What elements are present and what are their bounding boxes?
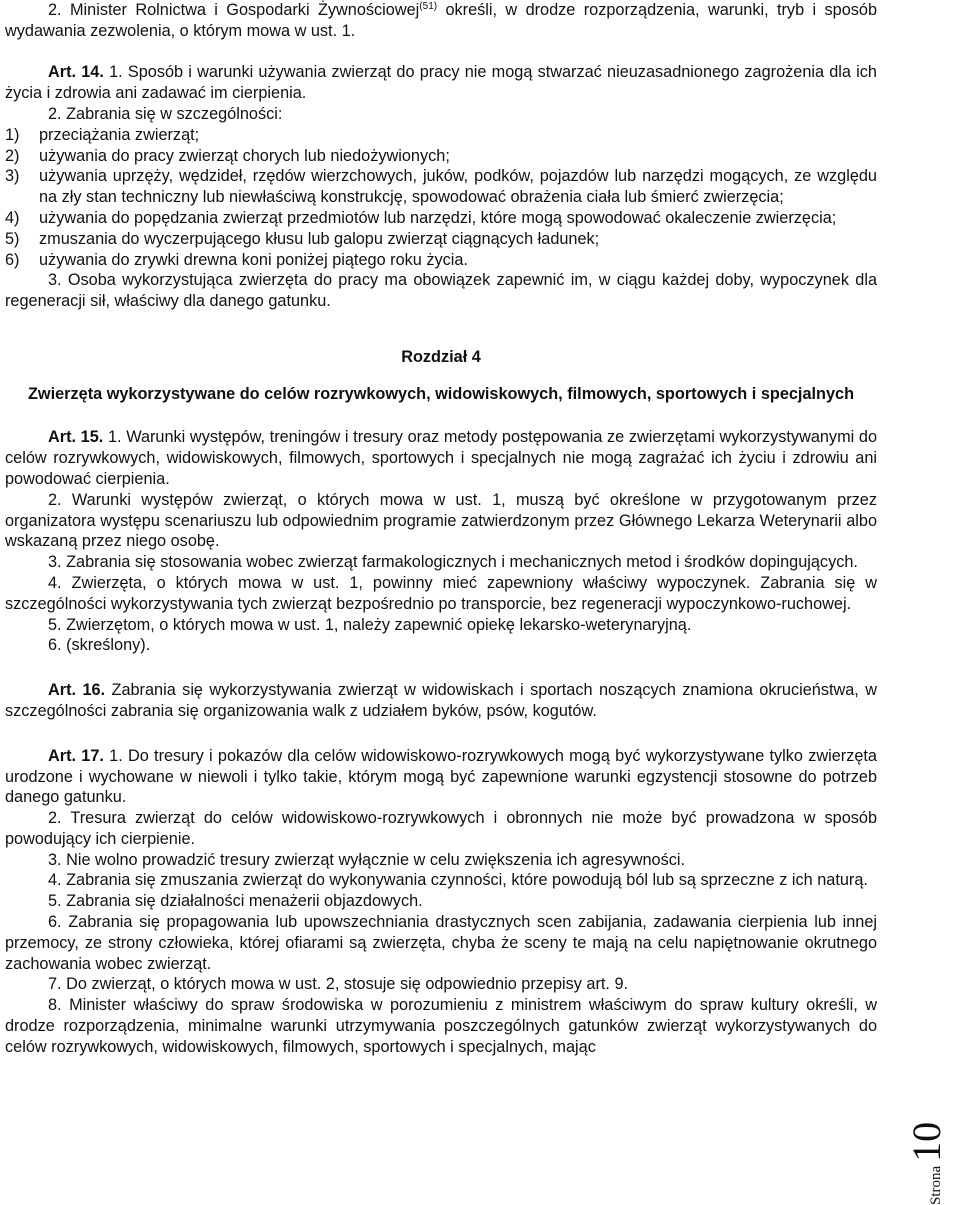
article-14-para-2: 2. Zabrania się w szczególności: xyxy=(48,104,283,123)
list-item: 2) używania do pracy zwierząt chorych lub niedożywionych; xyxy=(5,146,450,165)
article-16 xyxy=(5,680,877,722)
article-15-para-2: 2. Warunki występów zwierząt, o których mowa w ust. 1, muszą być określone w przygotowanym przez organizatora występu scenariuszu lub odpowiednim programie zatwierdzonym przez Głównego Lekarza Weterynarii albo wskazaną przez niego osobę. xyxy=(5,490,877,551)
article-14-label: Art. 14. xyxy=(48,63,104,82)
article-15 xyxy=(5,427,877,656)
article-15-para-3: 3. Zabrania się stosowania wobec zwierząt farmakologicznych i mechanicznych metod i środków dopingujących. xyxy=(48,553,858,572)
article-17-para-8: 8. Minister właściwy do spraw środowiska w porozumieniu z ministrem właściwym do spraw kultury określi, w drodze rozporządzenia, minimalne warunki utrzymywania poszczególnych gatunków zwierząt wykorzystywanych do celów rozrywkowych, widowiskowych, filmowych, sportowych i specjalnych, mając xyxy=(5,996,877,1056)
list-item: 6) używania do zrywki drewna koni poniżej piątego roku życia. xyxy=(5,250,468,269)
article-17-para-3: 3. Nie wolno prowadzić tresury zwierząt wyłącznie w celu zwiększenia ich agresywności. xyxy=(48,850,686,869)
article-15-label: Art. 15. xyxy=(48,428,104,447)
list-item: 1) przeciążania zwierząt; xyxy=(5,125,200,144)
page-label-number: 10 xyxy=(904,1121,949,1162)
chapter-title: Zwierzęta wykorzystywane do celów rozrywkowych, widowiskowych, filmowych, sportowych i specjalnych xyxy=(27,384,855,403)
article-14-list xyxy=(5,125,877,271)
article-15-para-6: 6. (skreślony). xyxy=(48,636,151,655)
paragraph-13-2: 2. Minister Rolnictwa i Gospodarki Żywnościowej$^{(51)}$ określi, w drodze rozporządzenia, warunki, tryb i sposób wydawania zezwolenia, o którym mowa w ust. 1. xyxy=(5,1,878,40)
footnote-ref: (51) xyxy=(419,1,438,12)
article-15-para-4: 4. Zwierzęta, o których mowa w ust. 1, powinny mieć zapewniony właściwy wypoczynek. Zabrania się w szczególności wykorzystywania tych zwierząt bezpośrednio po transporcie, bez regeneracji wypoczynkowo-ruchowej. xyxy=(5,573,877,613)
article-17-para-6: 6. Zabrania się propagowania lub upowszechniania drastycznych scen zabijania, zadawania cierpienia lub innej przemocy, ze strony człowieka, której ofiarami są zwierzęta, chyba że sceny te mają na celu napiętnowanie okrutnego zachowania wobec zwierząt. xyxy=(5,913,877,973)
article-17-para-2: 2. Tresura zwierząt do celów widowiskowo-rozrywkowych i obronnych nie może być prowadzona w sposób powodujący ich cierpienie. xyxy=(5,809,877,848)
article-17-para-4: 4. Zabrania się zmuszania zwierząt do wykonywania czynności, które powodują ból lub są sprzeczne z ich naturą. xyxy=(48,871,868,890)
article-17-para-5: 5. Zabrania się działalności menażerii objazdowych. xyxy=(48,892,423,911)
article-17 xyxy=(5,746,877,1058)
article-15-para-1: Art. 15. 1. Warunki występów, treningów i tresury oraz metody postępowania ze zwierzętami wykorzystywanymi do celów rozrywkowych, widowiskowych, filmowych, sportowych i specjalnych nie mogą zagrażać ich życiu i zdrowiu ani powodować cierpienia. xyxy=(5,428,878,488)
article-16-para-1: Art. 16. Zabrania się wykorzystywania zwierząt w widowiskach i sportach noszących znamiona okrucieństwa, w szczególności zabrania się organizowania walk z udziałem byków, psów, kogutów. xyxy=(5,681,877,720)
list-item: 4) używania do popędzania zwierząt przedmiotów lub narzędzi, które mogą spowodować okaleczenie zwierzęcia; xyxy=(5,208,837,227)
article-15-para-5: 5. Zwierzętom, o których mowa w ust. 1, należy zapewnić opiekę lekarsko-weterynaryjną. xyxy=(48,615,692,634)
article-14-para-1: Art. 14. 1. Sposób i warunki używania zwierząt do pracy nie mogą stwarzać nieuzasadnionego zagrożenia dla ich życia i zdrowia ani zadawać im cierpienia. xyxy=(5,63,877,103)
chapter-number: Rozdział 4 xyxy=(401,347,481,366)
article-17-para-7: 7. Do zwierząt, o których mowa w ust. 2, stosuje się odpowiednio przepisy art. 9. xyxy=(48,975,629,994)
page-number-label xyxy=(905,1095,955,1205)
article-14-para-3: 3. Osoba wykorzystująca zwierzęta do pracy ma obowiązek zapewnić im, w ciągu każdej doby, wypoczynek dla regeneracji sił, właściwy dla danego gatunku. xyxy=(5,271,877,311)
article-17-para-1: Art. 17. 1. Do tresury i pokazów dla celów widowiskowo-rozrywkowych mogą być wykorzystywane tylko zwierzęta urodzone i wychowane w niewoli i tylko takie, którym mogą być zapewnione warunki egzystencji stosowne do potrzeb danego gatunku. xyxy=(5,746,877,807)
article-14 xyxy=(5,62,877,312)
page-label-word: Strona xyxy=(928,1165,944,1205)
list-item: 3) używania uprzęży, wędzideł, rzędów wierzchowych, juków, podków, pojazdów lub narzędzi mogących, ze względu na zły stan techniczny lub niewłaściwą konstrukcję, spowodować obrażenia ciała lub śmierć zwierzęcia; xyxy=(5,167,877,207)
list-item: 5) zmuszania do wyczerpującego kłusu lub galopu zwierząt ciągnących ładunek; xyxy=(5,229,600,248)
article-17-label: Art. 17. xyxy=(48,746,104,765)
document-page xyxy=(5,0,877,1058)
article-16-label: Art. 16. xyxy=(48,681,106,700)
